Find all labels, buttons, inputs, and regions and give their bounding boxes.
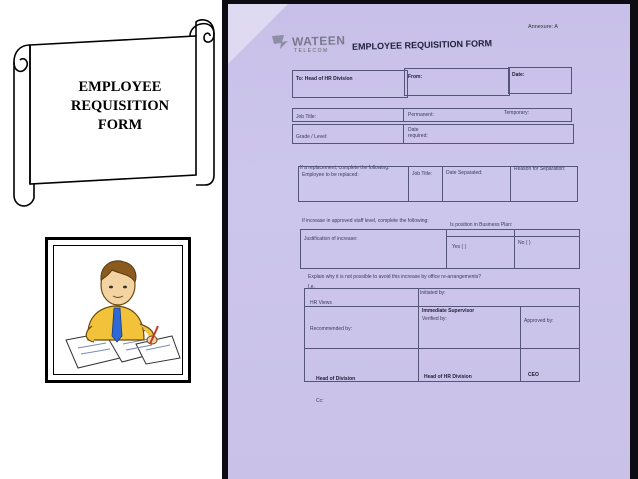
logo-sub: TELECOM xyxy=(294,48,329,54)
employee-replaced-label: Employee to be replaced: xyxy=(302,172,359,178)
job-title-2-label: Job Title: xyxy=(412,171,433,177)
ceo-label: CEO xyxy=(528,372,539,378)
grade-row xyxy=(292,124,574,144)
banner-line-3: FORM xyxy=(97,117,143,133)
scroll-banner xyxy=(0,0,222,215)
yes-option[interactable]: Yes ( ) xyxy=(452,244,467,250)
cc-label: Cc: xyxy=(316,398,324,404)
explain-label: Explain why it is not possible to avoid this increase by office re-arrangements? xyxy=(308,274,482,280)
approval-table xyxy=(304,288,580,382)
permanent-label: Permanent: xyxy=(408,112,434,118)
banner-title xyxy=(40,78,200,135)
immediate-supervisor-label: Immediate Supervisor xyxy=(422,308,475,314)
grade-label: Grade / Level: xyxy=(296,134,328,140)
from-label: From: xyxy=(408,74,423,80)
from-cell xyxy=(404,68,510,96)
increase-label: If increase in approved staff level, complete the following: xyxy=(302,218,429,224)
writing-person-illustration xyxy=(48,240,188,380)
reason-separation-label: Reason for Separation: xyxy=(514,166,566,172)
head-division-label: Head of Division xyxy=(316,376,356,382)
replacement-label: If a replacement, complete the following: xyxy=(300,165,390,171)
no-option[interactable]: No ( ) xyxy=(518,240,531,246)
ie-label: I.e. xyxy=(308,284,315,290)
date-label: Date: xyxy=(512,72,525,78)
logo-name: WATEEN xyxy=(291,33,346,49)
justification-label: Justification of increase: xyxy=(304,236,358,242)
banner-line-1: EMPLOYEE xyxy=(78,79,162,95)
banner-line-2: REQUISITION xyxy=(70,98,170,114)
to-cell xyxy=(292,70,408,98)
to-label: To: Head of HR Division xyxy=(296,76,353,82)
head-hr-label: Head of HR Division xyxy=(424,374,472,380)
verified-label: Verified by: xyxy=(422,316,447,322)
initiated-label: Initiated by: xyxy=(420,290,446,296)
form-paper xyxy=(228,4,630,479)
form-title: EMPLOYEE REQUISITION FORM xyxy=(351,38,493,52)
increase-table xyxy=(300,229,580,269)
paper-curl xyxy=(228,4,288,64)
temporary-label: Temporary: xyxy=(504,110,530,116)
date-separated-label: Date Separated: xyxy=(446,170,483,176)
annexure-label: Annexure: A xyxy=(528,24,558,30)
approved-label: Approved by: xyxy=(524,318,554,324)
recommended-label: Recommended by: xyxy=(310,326,352,332)
job-title-label: Job Title: xyxy=(296,114,317,120)
date-required-label: Date required: xyxy=(408,127,428,139)
hr-views-label: HR Views xyxy=(310,300,332,306)
business-plan-label: Is position in Business Plan: xyxy=(450,222,513,228)
clipart-frame xyxy=(45,237,191,383)
form-photo xyxy=(222,0,638,479)
